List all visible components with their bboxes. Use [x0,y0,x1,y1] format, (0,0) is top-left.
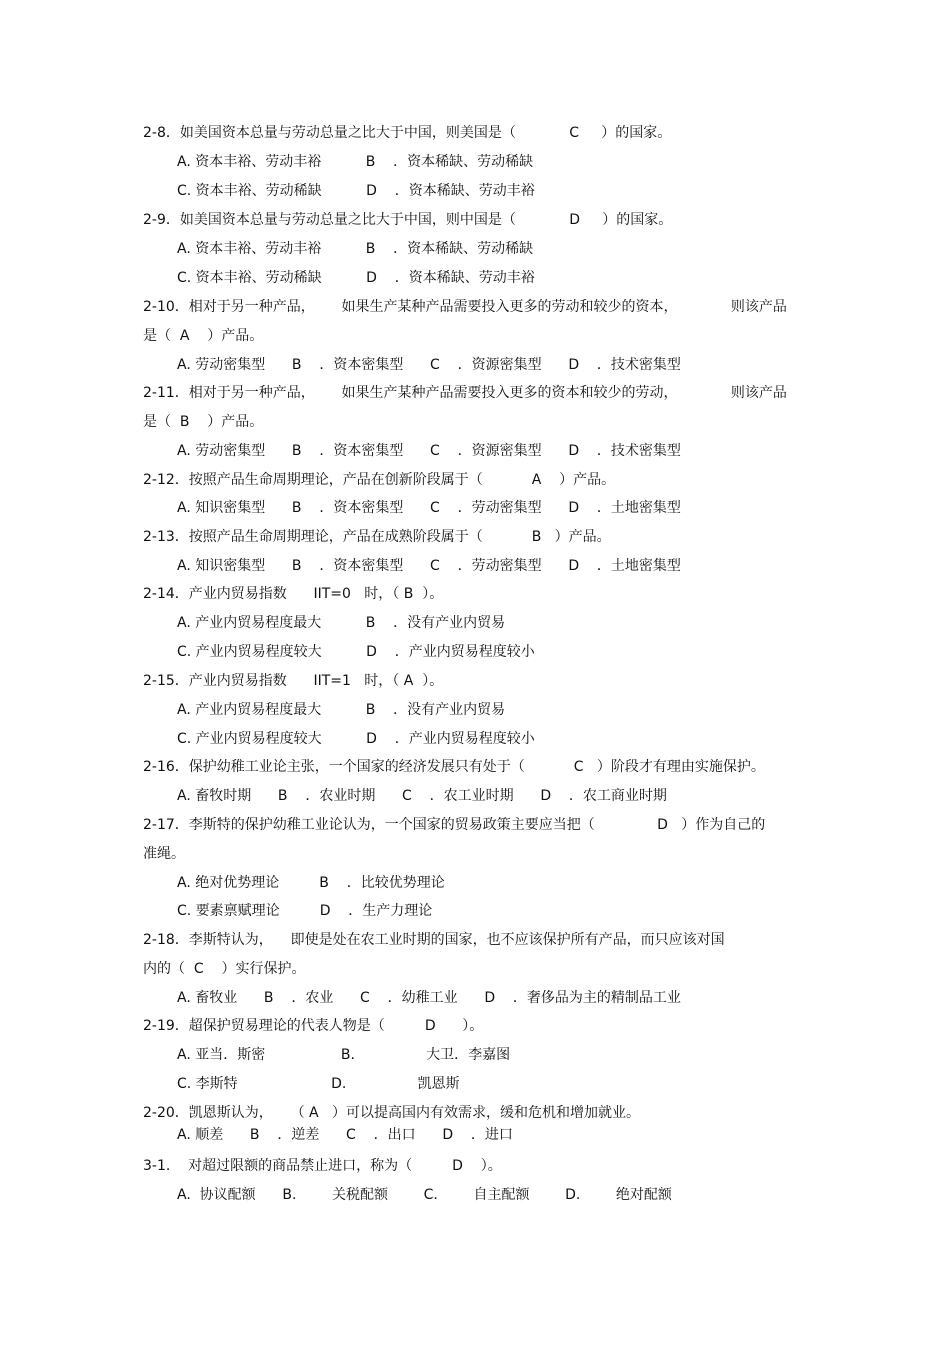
options-2-17-cd: C. 要素禀赋理论 D ．生产力理论 [177,903,433,919]
options-3-1: A. 协议配额 B. 关税配额 C. 自主配额 D. 绝对配额 [177,1187,672,1203]
options-2-19-ab: A. 亚当．斯密 B. 大卫．李嘉图 [177,1047,511,1063]
question-2-17-cont: 准绳。 [143,846,185,862]
options-2-10: A. 劳动密集型 B ．资本密集型 C ．资源密集型 D ．技术密集型 [177,357,681,373]
question-2-11-cont: 是（ B ）产品。 [143,414,264,430]
options-2-8-ab: A. 资本丰裕、劳动丰裕 B ．资本稀缺、劳动稀缺 [177,154,534,170]
options-2-15-ab: A. 产业内贸易程度最大 B ．没有产业内贸易 [177,702,506,718]
options-2-9-ab: A. 资本丰裕、劳动丰裕 B ．资本稀缺、劳动稀缺 [177,241,534,257]
question-2-14: 2-14．产业内贸易指数 IIT=0 时，（ B ）。 [143,586,444,602]
options-2-19-cd: C. 李斯特 D. 凯恩斯 [177,1076,460,1092]
question-2-8: 2-8．如美国资本总量与劳动总量之比大于中国，则美国是（ C ）的国家。 [143,125,672,141]
options-2-12: A. 知识密集型 B ．资本密集型 C ．劳动密集型 D ．土地密集型 [177,500,681,516]
options-2-14-ab: A. 产业内贸易程度最大 B ．没有产业内贸易 [177,615,506,631]
question-2-20: 2-20．凯恩斯认为， （ A ）可以提高国内有效需求，缓和危机和增加就业。 [143,1105,640,1121]
options-2-18: A. 畜牧业 B ．农业 C ．幼稚工业 D ．奢侈品为主的精制品工业 [177,990,681,1006]
question-2-13: 2-13．按照产品生命周期理论，产品在成熟阶段属于（ B ）产品。 [143,529,611,545]
options-2-9-cd: C. 资本丰裕、劳动稀缺 D ．资本稀缺、劳动丰裕 [177,270,535,286]
question-2-9: 2-9．如美国资本总量与劳动总量之比大于中国，则中国是（ D ）的国家。 [143,212,673,228]
question-2-18: 2-18．李斯特认为， 即使是处在农工业时期的国家，也不应该保护所有产品，而只应该对国 [143,932,725,948]
options-2-17-ab: A. 绝对优势理论 B ．比较优势理论 [177,875,445,891]
options-2-11: A. 劳动密集型 B ．资本密集型 C ．资源密集型 D ．技术密集型 [177,443,681,459]
question-2-11: 2-11．相对于另一种产品， 如果生产某种产品需要投入更多的资本和较少的劳动， 则该产品 [143,385,787,401]
question-2-18-cont: 内的（ C ）实行保护。 [143,961,306,977]
question-2-10: 2-10．相对于另一种产品， 如果生产某种产品需要投入更多的劳动和较少的资本， 则该产品 [143,299,787,315]
options-2-20: A. 顺差 B ．逆差 C ．出口 D ．进口 [177,1127,513,1143]
question-2-17: 2-17．李斯特的保护幼稚工业论认为，一个国家的贸易政策主要应当把（ D ）作为自己的 [143,817,766,833]
question-2-19: 2-19．超保护贸易理论的代表人物是（ D ）。 [143,1018,484,1034]
question-2-15: 2-15．产业内贸易指数 IIT=1 时，（ A ）。 [143,673,444,689]
options-2-14-cd: C. 产业内贸易程度较大 D ．产业内贸易程度较小 [177,644,535,660]
options-2-13: A. 知识密集型 B ．资本密集型 C ．劳动密集型 D ．土地密集型 [177,558,681,574]
question-2-10-cont: 是（ A ）产品。 [143,328,264,344]
options-2-15-cd: C. 产业内贸易程度较大 D ．产业内贸易程度较小 [177,731,535,747]
question-2-16: 2-16．保护幼稚工业论主张，一个国家的经济发展只有处于（ C ）阶段才有理由实施保护。 [143,759,765,775]
question-3-1: 3-1. 对超过限额的商品禁止进口，称为（ D ）。 [143,1158,502,1174]
question-2-12: 2-12．按照产品生命周期理论，产品在创新阶段属于（ A ）产品。 [143,472,616,488]
options-2-8-cd: C. 资本丰裕、劳动稀缺 D ．资本稀缺、劳动丰裕 [177,183,535,199]
options-2-16: A. 畜牧时期 B ．农业时期 C ．农工业时期 D ．农工商业时期 [177,788,667,804]
